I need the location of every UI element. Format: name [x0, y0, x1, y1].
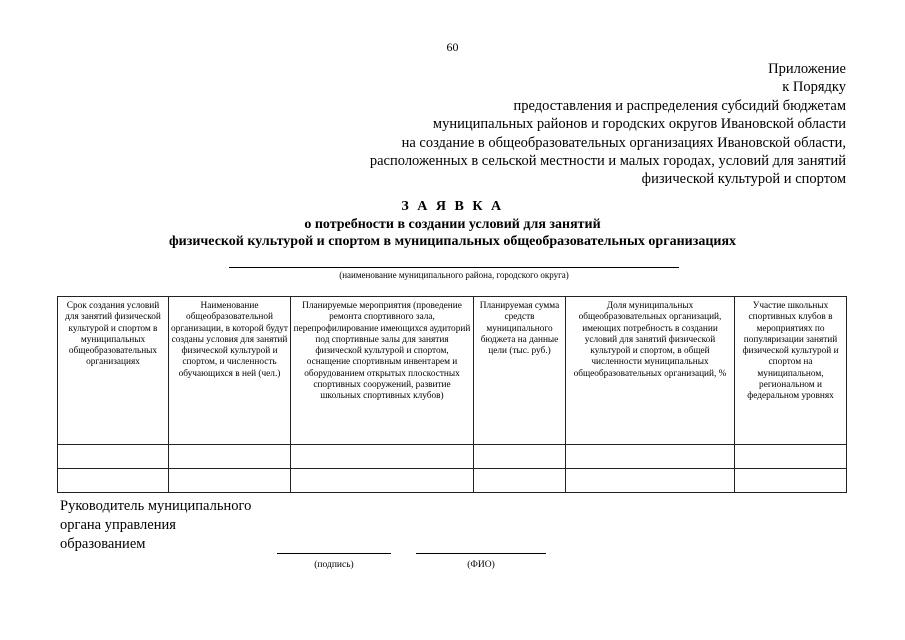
signer-line: органа управления: [60, 517, 176, 533]
appendix-line: предоставления и распределения субсидий бюджетам: [513, 97, 846, 114]
municipality-name-caption: (наименование муниципального района, городского округа): [339, 270, 569, 280]
title-main: З А Я В К А: [401, 199, 504, 214]
appendix-line: муниципальных районов и городских округов Ивановской области: [432, 116, 846, 133]
title-subtitle-2: физической культурой и спортом в муниципальных общеобразовательных организациях: [168, 234, 737, 249]
column-header-planned-activities: Планируемые мероприятия (проведение ремонта спортивного зала, перепрофилирование имеющихся аудиторий под спортивные залы для занятия физической культурой и спортом, оснащение спортивным инвентарем и оборудованием открытых плоскостных спортивных сооружений, развитие школьных спортивных клубов): [291, 297, 474, 445]
table-cell[interactable]: [566, 445, 735, 469]
municipality-name-field[interactable]: [229, 267, 679, 268]
column-header-budget-amount: Планируемая сумма средств муниципального бюджета на данные цели (тыс. руб.): [474, 297, 566, 445]
signature-field[interactable]: [277, 553, 391, 554]
table-row: [58, 469, 847, 493]
table-row: [58, 445, 847, 469]
table-cell[interactable]: [735, 445, 847, 469]
page-number: 60: [446, 40, 459, 54]
table-cell[interactable]: [169, 469, 291, 493]
table-header-row: [58, 297, 847, 445]
table-cell[interactable]: [58, 469, 169, 493]
document-title: [0, 198, 905, 250]
signer-title: [60, 497, 251, 554]
signer-line: Руководитель муниципального: [60, 498, 252, 514]
full-name-caption: (ФИО): [467, 560, 495, 570]
table-cell[interactable]: [735, 469, 847, 493]
column-header-deadline: Срок создания условий для занятий физической культурой и спортом в муниципальных общеобразовательных организациях: [58, 297, 169, 445]
appendix-line: Приложение: [768, 61, 846, 77]
column-header-club-participation: Участие школьных спортивных клубов в мероприятиях по популяризации занятий физической культурой и спортом на муниципальном, региональном и федеральном уровнях: [735, 297, 847, 445]
appendix-line: к Порядку: [782, 79, 846, 96]
table-cell[interactable]: [566, 469, 735, 493]
table-cell[interactable]: [291, 445, 474, 469]
signature-caption: (подпись): [314, 560, 354, 570]
appendix-line: на создание в общеобразовательных организациях Ивановской области,: [401, 134, 846, 151]
table-cell[interactable]: [291, 469, 474, 493]
request-table: [57, 296, 847, 493]
table-cell[interactable]: [474, 445, 566, 469]
table-cell[interactable]: [474, 469, 566, 493]
title-subtitle-1: о потребности в создании условий для занятий: [304, 217, 601, 232]
appendix-line: физической культурой и спортом: [641, 171, 846, 188]
column-header-share-percent: Доля муниципальных общеобразовательных организаций, имеющих потребность в создании условий для занятий физической культурой и спортом, в общей численности муниципальных общеобразовательных организаций, %: [566, 297, 735, 445]
table-cell[interactable]: [169, 445, 291, 469]
appendix-header: [286, 60, 846, 189]
column-header-organization: Наименование общеобразовательной организации, в которой будут созданы условия для занятий физической культурой и спортом, и численность обучающихся в ней (чел.): [169, 297, 291, 445]
full-name-field[interactable]: [416, 553, 546, 554]
signer-line: образованием: [60, 536, 146, 552]
table-cell[interactable]: [58, 445, 169, 469]
appendix-line: расположенных в сельской местности и малых городах, условий для занятий: [369, 153, 846, 170]
